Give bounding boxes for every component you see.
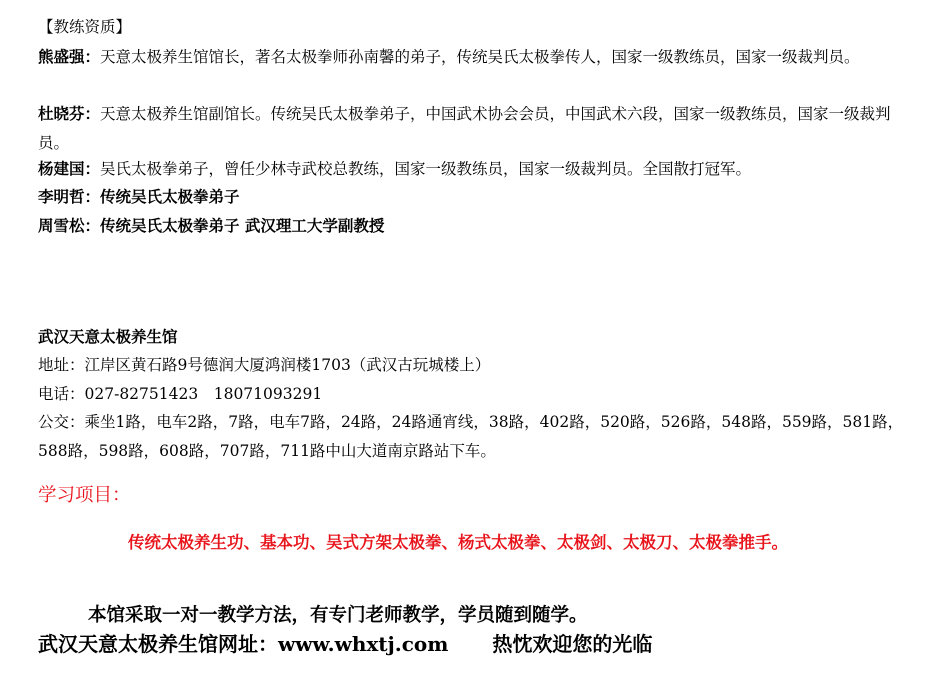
website-url[interactable]: www.whxtj.com <box>278 632 449 656</box>
contact-phone: 电话：027-82751423 18071093291 <box>38 385 323 403</box>
coach-desc: 传统吴氏太极拳弟子 武汉理工大学副教授 <box>100 217 385 235</box>
coach-name: 熊盛强： <box>38 47 101 66</box>
teaching-method: 本馆采取一对一教学方法，有专门老师教学，学员随到随学。 <box>88 605 588 626</box>
coach-name: 周雪松： <box>38 217 101 235</box>
coach-name: 杜晓芬： <box>38 104 101 123</box>
coach-entry-2 <box>38 99 916 158</box>
coach-desc: 天意太极养生馆馆长，著名太极拳师孙南馨的弟子，传统吴氏太极拳传人，国家一级教练员，国家一级裁判员。 <box>100 48 860 66</box>
coach-entry-4 <box>38 183 916 211</box>
coach-desc: 传统吴氏太极拳弟子 <box>100 187 240 206</box>
website-line <box>38 628 916 660</box>
contact-address: 地址：江岸区黄石路9号德润大厦鸿润楼1703（武汉古玩城楼上） <box>38 356 491 374</box>
coaches-heading: 【教练资质】 <box>38 18 132 36</box>
coach-name: 杨建国： <box>38 159 101 178</box>
welcome-text: 热忱欢迎您的光临 <box>492 632 653 656</box>
coach-entry-3 <box>38 155 916 183</box>
projects-heading: 学习项目： <box>38 485 131 506</box>
projects-list: 传统太极养生功、基本功、吴式方架太极拳、杨式太极拳、太极剑、太极刀、太极拳推手。 <box>128 533 788 552</box>
website-label: 武汉天意太极养生馆网址： <box>38 632 278 656</box>
contact-title: 武汉天意太极养生馆 <box>38 327 178 346</box>
coach-entry-1 <box>38 42 916 72</box>
coach-name: 李明哲： <box>38 187 101 206</box>
coach-entry-5 <box>38 212 916 240</box>
coach-desc: 吴氏太极拳弟子，曾任少林寺武校总教练，国家一级教练员，国家一级裁判员。全国散打冠军。 <box>100 160 752 178</box>
coach-desc: 天意太极养生馆副馆长。传统吴氏太极拳弟子，中国武术协会会员，中国武术六段，国家一级教练员，国家一级裁判员。 <box>38 105 891 152</box>
contact-bus: 公交：乘坐1路，电车2路，7路，电车7路，24路，24路通宵线，38路，402路，520路，526路，548路，559路，581路，588路，598路，608路，707路，711路中山大道南京路站下车。 <box>38 413 904 460</box>
